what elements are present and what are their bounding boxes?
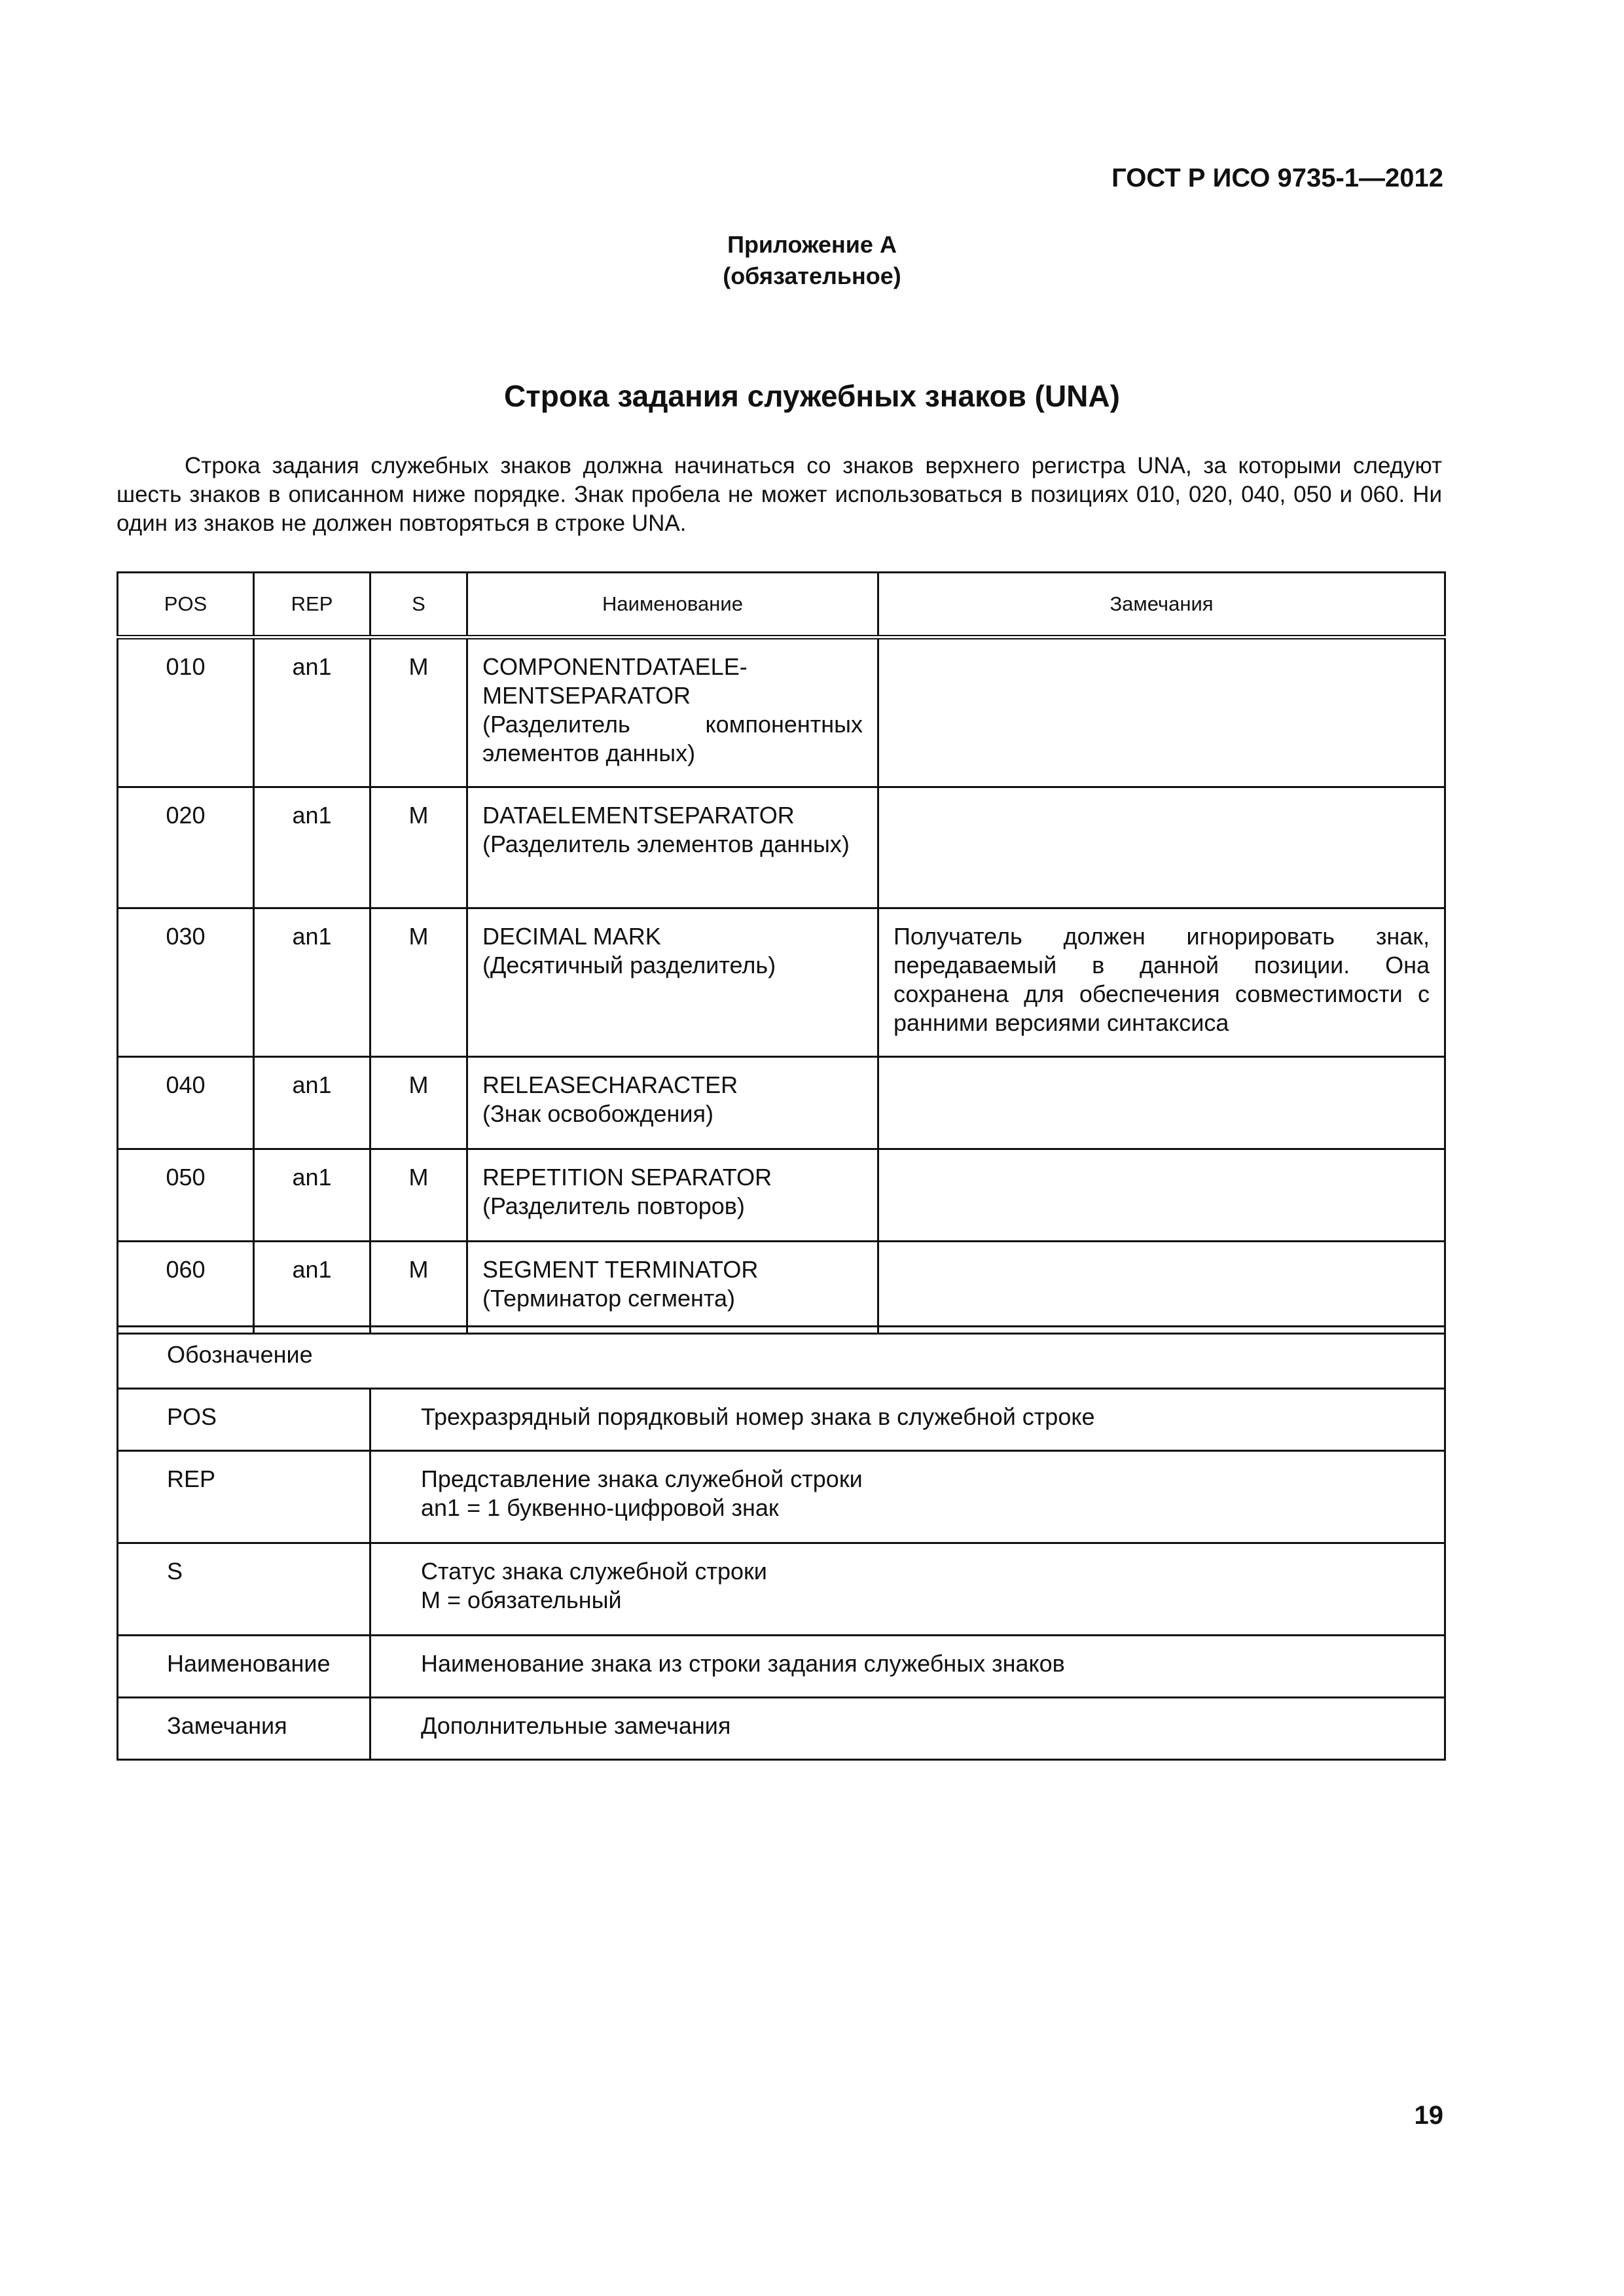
cell-name <box>467 1242 878 1334</box>
cell-rep: an1 <box>254 908 370 1057</box>
header-pos: POS <box>118 573 254 637</box>
legend-title: Обозначение <box>118 1327 1445 1389</box>
legend-title-row <box>118 1327 1445 1389</box>
name-description: (Разделитель повторов) <box>482 1193 745 1219</box>
name-description: (Десятичный разделитель) <box>482 952 776 978</box>
legend-definition-line: Статус знака служебной строки <box>421 1558 767 1585</box>
cell-pos: 020 <box>118 787 254 908</box>
name-code: COMPONENTDATAELE-MENTSEPARATOR <box>482 653 748 709</box>
legend-definition-line: Трехразрядный порядковый номер знака в служебной строке <box>421 1403 1095 1430</box>
header-rep: REP <box>254 573 370 637</box>
section-title: Строка задания служебных знаков (UNA) <box>504 379 1120 413</box>
header-s: S <box>370 573 467 637</box>
name-description: (Знак освобождения) <box>482 1100 713 1127</box>
cell-pos: 040 <box>118 1057 254 1149</box>
cell-remarks <box>878 637 1445 787</box>
cell-remarks <box>878 787 1445 908</box>
legend-row <box>118 1389 1445 1451</box>
legend-definition <box>370 1451 1445 1543</box>
table-row <box>118 637 1445 787</box>
cell-rep: an1 <box>254 637 370 787</box>
legend-definition-line: an1 = 1 буквенно-цифровой знак <box>421 1494 779 1521</box>
annex-type: (обязательное) <box>723 262 901 289</box>
table-row <box>118 1057 1445 1149</box>
table-row <box>118 787 1445 908</box>
header-remarks: Замечания <box>878 573 1445 637</box>
name-code: DATAELEMENTSEPARATOR <box>482 802 795 829</box>
legend-term: POS <box>118 1389 370 1451</box>
legend-definition <box>370 1543 1445 1636</box>
table-header-row <box>118 573 1445 637</box>
cell-name <box>467 637 878 787</box>
legend-definition-line: Наименование знака из строки задания служебных знаков <box>421 1650 1065 1677</box>
cell-name <box>467 1057 878 1149</box>
una-characters-table <box>117 571 1446 1335</box>
intro-paragraph: Строка задания служебных знаков должна начинаться со знаков верхнего регистра UNA, за которыми следуют шесть знаков в описанном ниже порядке. Знак пробела не может использоваться в позициях 010, 020, 040, 050 и 060. Ни один из знаков не должен повторяться в строке UNA. <box>117 453 1442 536</box>
legend-definition <box>370 1389 1445 1451</box>
legend-definition <box>370 1636 1445 1698</box>
cell-pos: 050 <box>118 1149 254 1242</box>
name-code: SEGMENT TERMINATOR <box>482 1256 759 1283</box>
cell-remarks <box>878 1242 1445 1334</box>
annex-title: Приложение А <box>727 231 897 258</box>
cell-s: M <box>370 1057 467 1149</box>
table-row <box>118 1149 1445 1242</box>
legend-term: Наименование <box>118 1636 370 1698</box>
cell-name <box>467 1149 878 1242</box>
name-description: (Терминатор сегмента) <box>482 1285 735 1312</box>
cell-remarks <box>878 1057 1445 1149</box>
cell-rep: an1 <box>254 787 370 908</box>
cell-s: M <box>370 908 467 1057</box>
legend-definition-line: Дополнительные замечания <box>421 1712 731 1739</box>
name-code: DECIMAL MARK <box>482 923 661 950</box>
cell-s: M <box>370 637 467 787</box>
document-code: ГОСТ Р ИСО 9735-1—2012 <box>1111 164 1443 192</box>
cell-s: M <box>370 1242 467 1334</box>
legend-row <box>118 1698 1445 1760</box>
table-row <box>118 908 1445 1057</box>
cell-rep: an1 <box>254 1149 370 1242</box>
cell-s: M <box>370 787 467 908</box>
header-name: Наименование <box>467 573 878 637</box>
legend-term: S <box>118 1543 370 1636</box>
cell-rep: an1 <box>254 1057 370 1149</box>
annex-heading <box>0 229 1624 292</box>
legend-table <box>117 1325 1446 1761</box>
legend-term: REP <box>118 1451 370 1543</box>
legend-definition-line: M = обязательный <box>421 1587 622 1613</box>
cell-remarks <box>878 1149 1445 1242</box>
legend-definition-line: Представление знака служебной строки <box>421 1465 863 1492</box>
name-code: RELEASECHARACTER <box>482 1071 738 1098</box>
legend-row <box>118 1636 1445 1698</box>
cell-rep: an1 <box>254 1242 370 1334</box>
legend-definition <box>370 1698 1445 1760</box>
legend-row <box>118 1451 1445 1543</box>
cell-pos: 060 <box>118 1242 254 1334</box>
name-code: REPETITION SEPARATOR <box>482 1164 772 1191</box>
legend-row <box>118 1543 1445 1636</box>
name-description: (Разделитель компонентных элементов данных) <box>482 711 863 766</box>
page-number: 19 <box>1414 2101 1443 2130</box>
cell-pos: 010 <box>118 637 254 787</box>
cell-name <box>467 787 878 908</box>
legend-term: Замечания <box>118 1698 370 1760</box>
cell-s: M <box>370 1149 467 1242</box>
name-description: (Разделитель элементов данных) <box>482 831 850 857</box>
cell-remarks: Получатель должен игнорировать знак, передаваемый в данной позиции. Она сохранена для обеспечения совместимости с ранними версиями синтаксиса <box>878 908 1445 1057</box>
table-row <box>118 1242 1445 1334</box>
cell-name <box>467 908 878 1057</box>
cell-pos: 030 <box>118 908 254 1057</box>
